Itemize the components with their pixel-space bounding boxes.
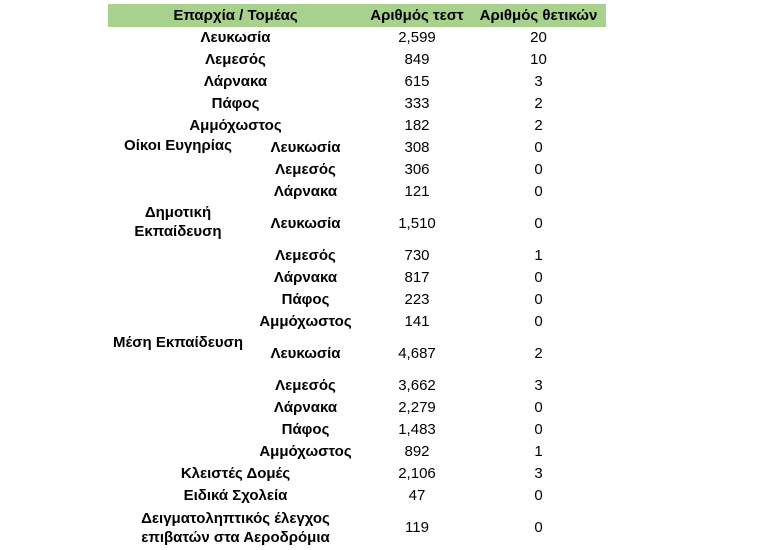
row-tests: 1,510 <box>398 215 436 232</box>
row-positives: 0 <box>534 487 543 504</box>
row-positives: 3 <box>534 465 543 482</box>
row-positives: 0 <box>534 139 543 156</box>
row-positives: 0 <box>534 313 543 330</box>
row-label: Λεμεσός <box>275 247 336 264</box>
row-label: Αμμόχωστος <box>259 313 352 330</box>
row-positives: 0 <box>534 291 543 308</box>
row-tests: 2,106 <box>398 465 436 482</box>
row-tests: 3,662 <box>398 377 436 394</box>
row-label: Πάφος <box>281 421 330 438</box>
test-results-table <box>108 4 606 549</box>
table-row <box>108 485 606 507</box>
table-row <box>108 115 606 137</box>
table-header-row <box>108 4 606 27</box>
table-row <box>108 27 606 49</box>
row-tests: 4,687 <box>398 345 436 362</box>
group-label: Μέση Εκπαίδευση <box>112 334 244 351</box>
row-label: Ειδικά Σχολεία <box>183 487 288 504</box>
row-positives: 1 <box>534 247 543 264</box>
row-positives: 2 <box>534 345 543 362</box>
row-tests: 892 <box>404 443 430 460</box>
row-label: Λάρνακα <box>273 183 338 200</box>
row-label: Αμμόχωστος <box>189 117 282 134</box>
row-label: Λευκωσία <box>270 345 341 362</box>
row-tests: 2,599 <box>398 29 436 46</box>
row-positives: 2 <box>534 117 543 134</box>
row-label: Κλειστές Δομές <box>180 465 291 482</box>
row-tests: 1,483 <box>398 421 436 438</box>
table-row <box>108 137 606 159</box>
row-positives: 0 <box>534 183 543 200</box>
row-label: Λάρνακα <box>273 399 338 416</box>
row-positives: 20 <box>530 29 547 46</box>
row-tests: 333 <box>404 95 430 112</box>
row-label: Δειγματοληπτικός έλεγχος επιβατών στα Αεροδρόμια <box>141 510 330 546</box>
row-label: Λεμεσός <box>205 51 266 68</box>
table-row <box>108 49 606 71</box>
table-row <box>108 93 606 115</box>
row-positives: 10 <box>530 51 547 68</box>
row-positives: 2 <box>534 95 543 112</box>
row-positives: 3 <box>534 73 543 90</box>
table-row <box>108 507 606 549</box>
row-label: Αμμόχωστος <box>259 443 352 460</box>
row-label: Πάφος <box>211 95 260 112</box>
row-tests: 2,279 <box>398 399 436 416</box>
row-positives: 0 <box>534 269 543 286</box>
row-tests: 119 <box>405 519 429 536</box>
row-label: Λάρνακα <box>203 73 268 90</box>
header-tests: Αριθμός τεστ <box>363 4 471 27</box>
row-tests: 730 <box>404 247 430 264</box>
row-positives: 0 <box>534 399 543 416</box>
row-positives: 0 <box>534 215 543 232</box>
row-tests: 182 <box>404 117 430 134</box>
row-label: Λευκωσία <box>200 29 271 46</box>
table-row <box>108 203 606 245</box>
row-positives: 0 <box>534 519 543 536</box>
header-positives: Αριθμός θετικών <box>471 4 606 27</box>
row-tests: 306 <box>404 161 430 178</box>
table-row <box>108 333 606 375</box>
row-tests: 849 <box>404 51 430 68</box>
header-region: Επαρχία / Τομέας <box>108 4 363 27</box>
row-tests: 615 <box>404 73 430 90</box>
group-label: Οίκοι Ευγηρίας <box>124 137 232 154</box>
row-label: Λευκωσία <box>270 215 341 232</box>
row-label: Λεμεσός <box>275 161 336 178</box>
table-row <box>108 71 606 93</box>
group-label: Δημοτική Εκπαίδευση <box>134 204 222 240</box>
row-positives: 0 <box>534 161 543 178</box>
table-row <box>108 463 606 485</box>
row-tests: 121 <box>404 183 430 200</box>
row-positives: 3 <box>534 377 543 394</box>
row-tests: 223 <box>404 291 430 308</box>
row-label: Πάφος <box>281 291 330 308</box>
row-label: Λάρνακα <box>273 269 338 286</box>
row-label: Λεμεσός <box>275 377 336 394</box>
row-tests: 47 <box>408 487 426 504</box>
row-label: Λευκωσία <box>270 139 341 156</box>
row-tests: 308 <box>404 139 430 156</box>
row-positives: 1 <box>534 443 543 460</box>
row-tests: 817 <box>404 269 430 286</box>
row-positives: 0 <box>534 421 543 438</box>
row-tests: 141 <box>404 313 430 330</box>
